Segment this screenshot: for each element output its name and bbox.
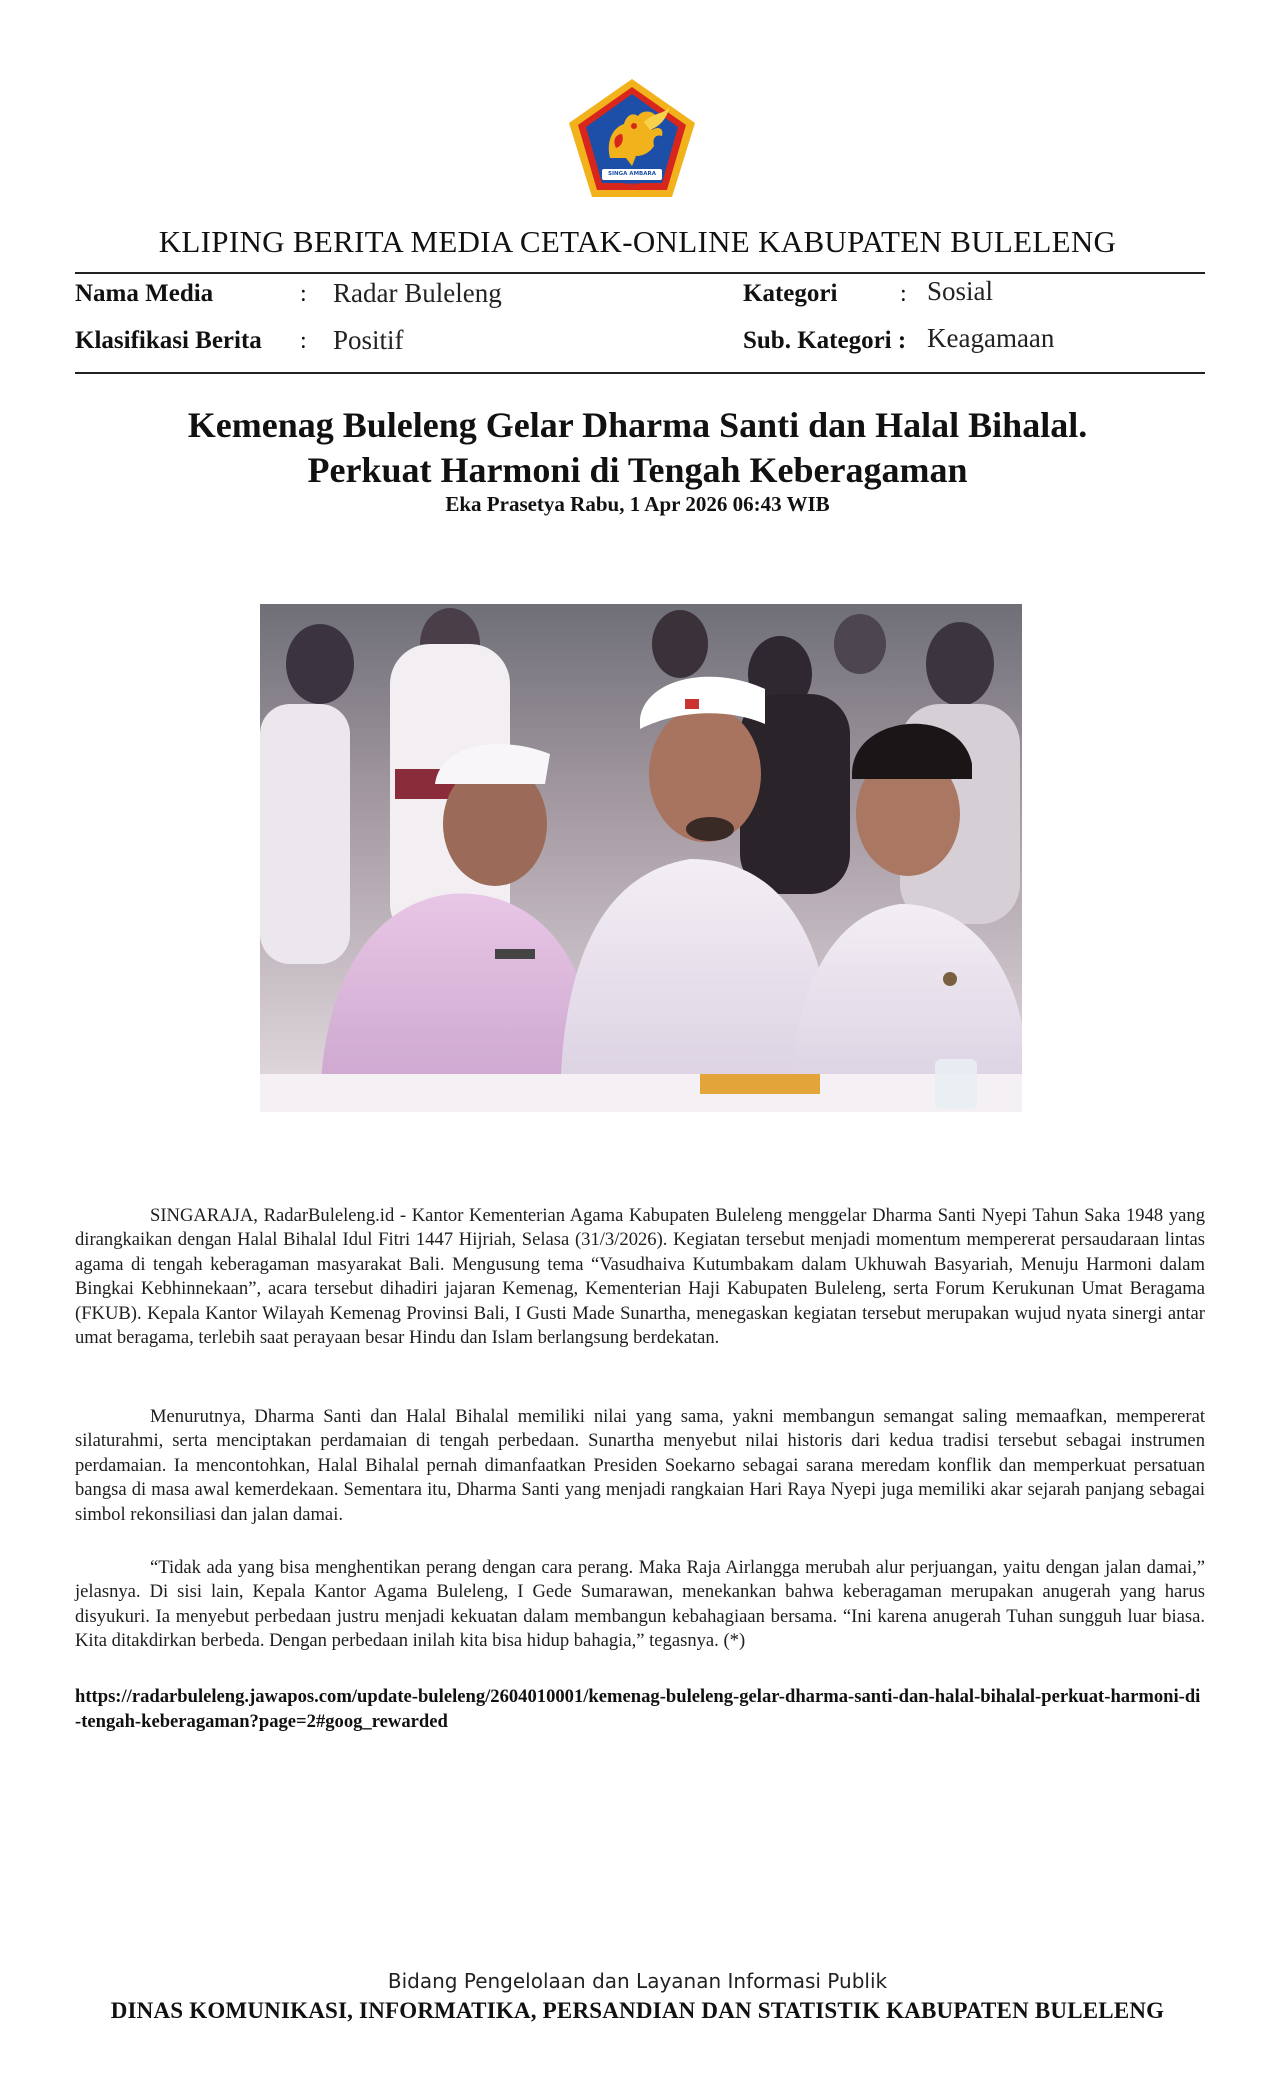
logo-text: SINGA AMBARA RAJA — [608, 171, 656, 186]
media-label: Nama Media — [75, 280, 214, 307]
article-paragraph: “Tidak ada yang bisa menghentikan perang dengan cara perang. Maka Raja Airlangga merubah alur perjuangan, yaitu dengan jalan damai,” jelasnya. Di sisi lain, Kepala Kantor Agama Buleleng, I Gede Sumarawan, menekankan bahwa keberagaman merupakan anugerah yang harus disyukuri. Ia menyebut perbedaan justru menjadi kekuatan dalam membangun kebahagiaan bersama. “Ini karena anugerah Tuhan sungguh luar biasa. Kita ditakdirkan berbeda. Dengan perbedaan inilah kita bisa hidup bahagia,” tegasnya. (*) — [75, 1557, 1205, 1652]
kliping-title: KLIPING BERITA MEDIA CETAK-ONLINE KABUPATEN BULELENG — [158, 224, 1117, 259]
klasifikasi-label: Klasifikasi Berita — [75, 327, 262, 354]
top-divider — [75, 272, 1205, 274]
media-colon: : — [300, 281, 307, 307]
source-url-link[interactable]: https://radarbuleleng.jawapos.com/update-buleleng/2604010001/kemenag-buleleng-gelar-dharma-santi-dan-halal-bihalal-perkuat-harmoni-di-tengah-keberagaman?page=2#goog_rewarded — [75, 1686, 1201, 1732]
footer-department: Bidang Pengelolaan dan Layanan Informasi Publik — [387, 1969, 888, 1993]
kategori-colon: : — [900, 281, 907, 307]
kategori-value: Sosial — [927, 276, 994, 306]
footer-agency: DINAS KOMUNIKASI, INFORMATIKA, PERSANDIAN DAN STATISTIK KABUPATEN BULELENG — [110, 1998, 1165, 2023]
klasifikasi-colon: : — [300, 328, 307, 354]
buleleng-crest-logo — [566, 76, 698, 200]
headline-line-1: Kemenag Buleleng Gelar Dharma Santi dan Halal Bihalal. — [187, 405, 1088, 445]
bottom-divider — [75, 372, 1205, 374]
media-value: Radar Buleleng — [333, 278, 502, 308]
article-paragraph: Menurutnya, Dharma Santi dan Halal Bihalal memiliki nilai yang sama, yakni membangun semangat saling memaafkan, mempererat silaturahmi, serta menciptakan perdamaian di tengah perbedaan. Sunartha menyebut nilai historis dari kedua tradisi tersebut sebagai instrumen perdamaian. Ia mencontohkan, Halal Bihalal pernah dimanfaatkan Presiden Soekarno sebagai sarana meredam konflik dan memperkuat persatuan bangsa di masa awal kemerdekaan. Sementara itu, Dharma Santi yang menjadi rangkaian Hari Raya Nyepi juga memiliki akar sejarah panjang sebagai simbol rekonsiliasi dan jalan damai. — [75, 1406, 1205, 1525]
klasifikasi-value: Positif — [333, 325, 404, 355]
subkategori-value: Keagamaan — [927, 323, 1055, 353]
article-photo — [260, 604, 1022, 1112]
byline: Eka Prasetya Rabu, 1 Apr 2026 06:43 WIB — [445, 492, 830, 516]
article-paragraph: SINGARAJA, RadarBuleleng.id - Kantor Kementerian Agama Kabupaten Buleleng menggelar Dharma Santi Nyepi Tahun Saka 1948 yang dirangkaikan dengan Halal Bihalal Idul Fitri 1447 Hijriah, Selasa (31/3/2026). Kegiatan tersebut menjadi momentum mempererat persaudaraan lintas agama di tengah keberagaman masyarakat Bali. Mengusung tema “Vasudhaiva Kutumbakam dalam Ukhuwah Basyariah, Menuju Harmoni dalam Bingkai Kebhinnekaan”, acara tersebut dihadiri jajaran Kemenag, Kementerian Haji Kabupaten Buleleng, serta Forum Kerukunan Umat Beragama (FKUB). Kepala Kantor Wilayah Kemenag Provinsi Bali, I Gusti Made Sunartha, menegaskan kegiatan tersebut merupakan wujud nyata sinergi antar umat beragama, terlebih saat perayaan besar Hindu dan Islam berlangsung berdekatan. — [75, 1205, 1205, 1349]
headline-line-2: Perkuat Harmoni di Tengah Keberagaman — [307, 450, 968, 490]
subkategori-label: Sub. Kategori : — [743, 327, 907, 354]
kategori-label: Kategori — [743, 280, 838, 307]
